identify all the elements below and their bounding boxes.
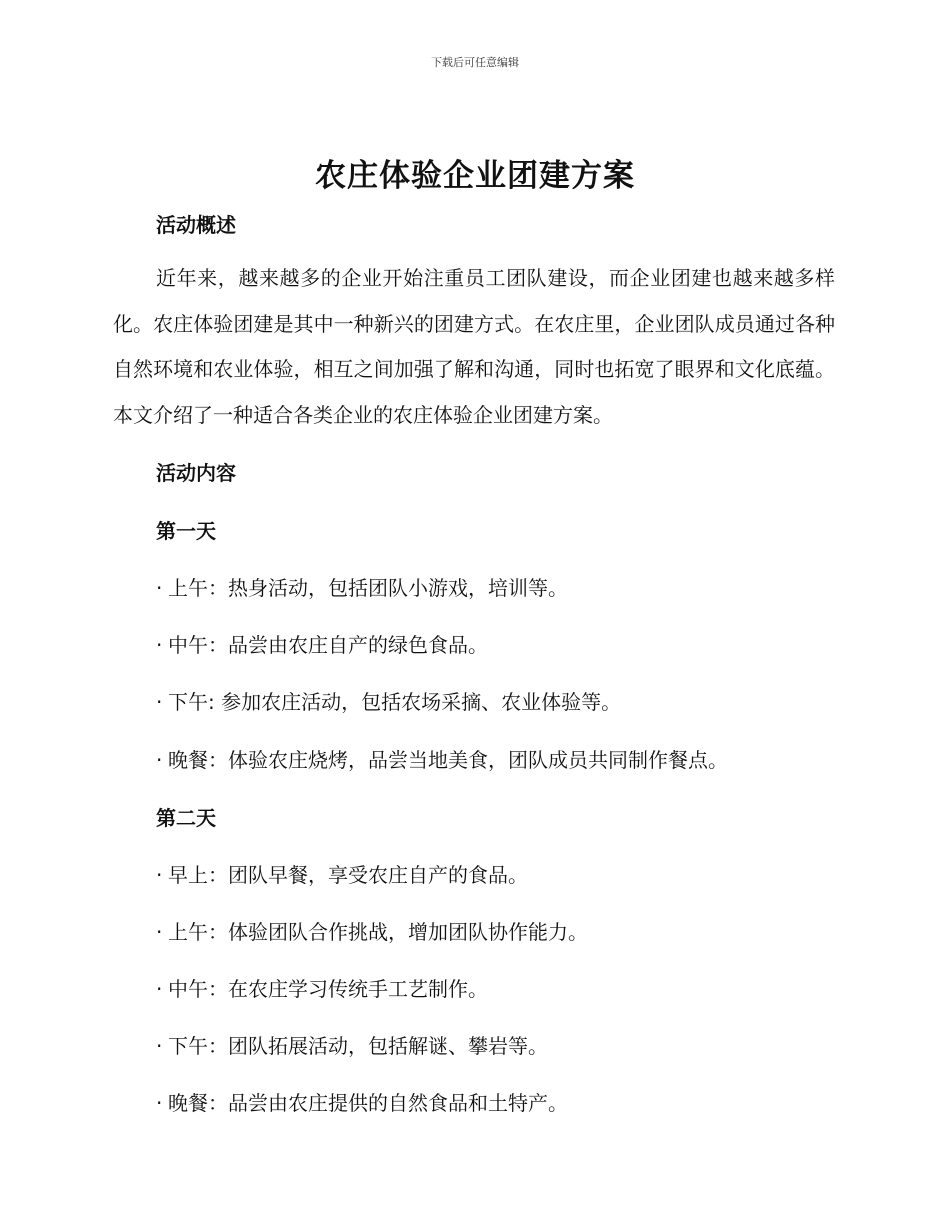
document-title: 农庄体验企业团建方案: [315, 158, 635, 194]
list-item-text: 晚餐：体验农庄烧烤，品尝当地美食，团队成员共同制作餐点。: [168, 748, 728, 772]
day1-item-noon: [156, 629, 488, 658]
header-note: 下载后可任意编辑: [431, 56, 519, 69]
bullet-icon: ·: [156, 977, 163, 1001]
day2-item-noon: [156, 973, 488, 1002]
list-item-text: 下午: 参加农庄活动，包括农场采摘、农业体验等。: [168, 690, 622, 714]
list-item-text: 中午：在农庄学习传统手工艺制作。: [168, 977, 488, 1001]
day1-item-dinner: [156, 744, 728, 773]
day2-item-afternoon: [156, 1030, 548, 1059]
bullet-icon: ·: [156, 576, 163, 600]
day2-item-dinner: [156, 1087, 568, 1116]
bullet-icon: ·: [156, 633, 163, 657]
bullet-icon: ·: [156, 920, 163, 944]
day1-item-afternoon: [156, 686, 621, 715]
list-item-text: 中午：品尝由农庄自产的绿色食品。: [168, 633, 488, 657]
day2-heading: 第二天: [156, 806, 216, 830]
list-item-text: 上午：热身活动，包括团队小游戏，培训等。: [168, 576, 568, 600]
bullet-icon: ·: [156, 690, 163, 714]
bullet-icon: ·: [156, 1091, 163, 1115]
overview-paragraph: 近年来，越来越多的企业开始注重员工团队建设，而企业团建也越来越多样化。农庄体验团建是其中一种新兴的团建方式。在农庄里，企业团队成员通过各种自然环境和农业体验，相互之间加强了解和沟通，同时也拓宽了眼界和文化底蕴。本文介绍了一种适合各类企业的农庄体验企业团建方案。: [113, 266, 835, 427]
day1-item-morning: [156, 572, 568, 601]
bullet-icon: ·: [156, 863, 163, 887]
day1-heading: 第一天: [156, 519, 216, 543]
bullet-icon: ·: [156, 1034, 163, 1058]
list-item-text: 早上：团队早餐，享受农庄自产的食品。: [168, 863, 528, 887]
list-item-text: 下午：团队拓展活动，包括解谜、攀岩等。: [168, 1034, 548, 1058]
list-item-text: 晚餐：品尝由农庄提供的自然食品和土特产。: [168, 1091, 568, 1115]
bullet-icon: ·: [156, 748, 163, 772]
content-heading: 活动内容: [156, 461, 236, 485]
list-item-text: 上午：体验团队合作挑战，增加团队协作能力。: [168, 920, 588, 944]
day2-item-morning: [156, 916, 588, 945]
day2-item-breakfast: [156, 859, 528, 888]
overview-heading: 活动概述: [156, 213, 236, 237]
